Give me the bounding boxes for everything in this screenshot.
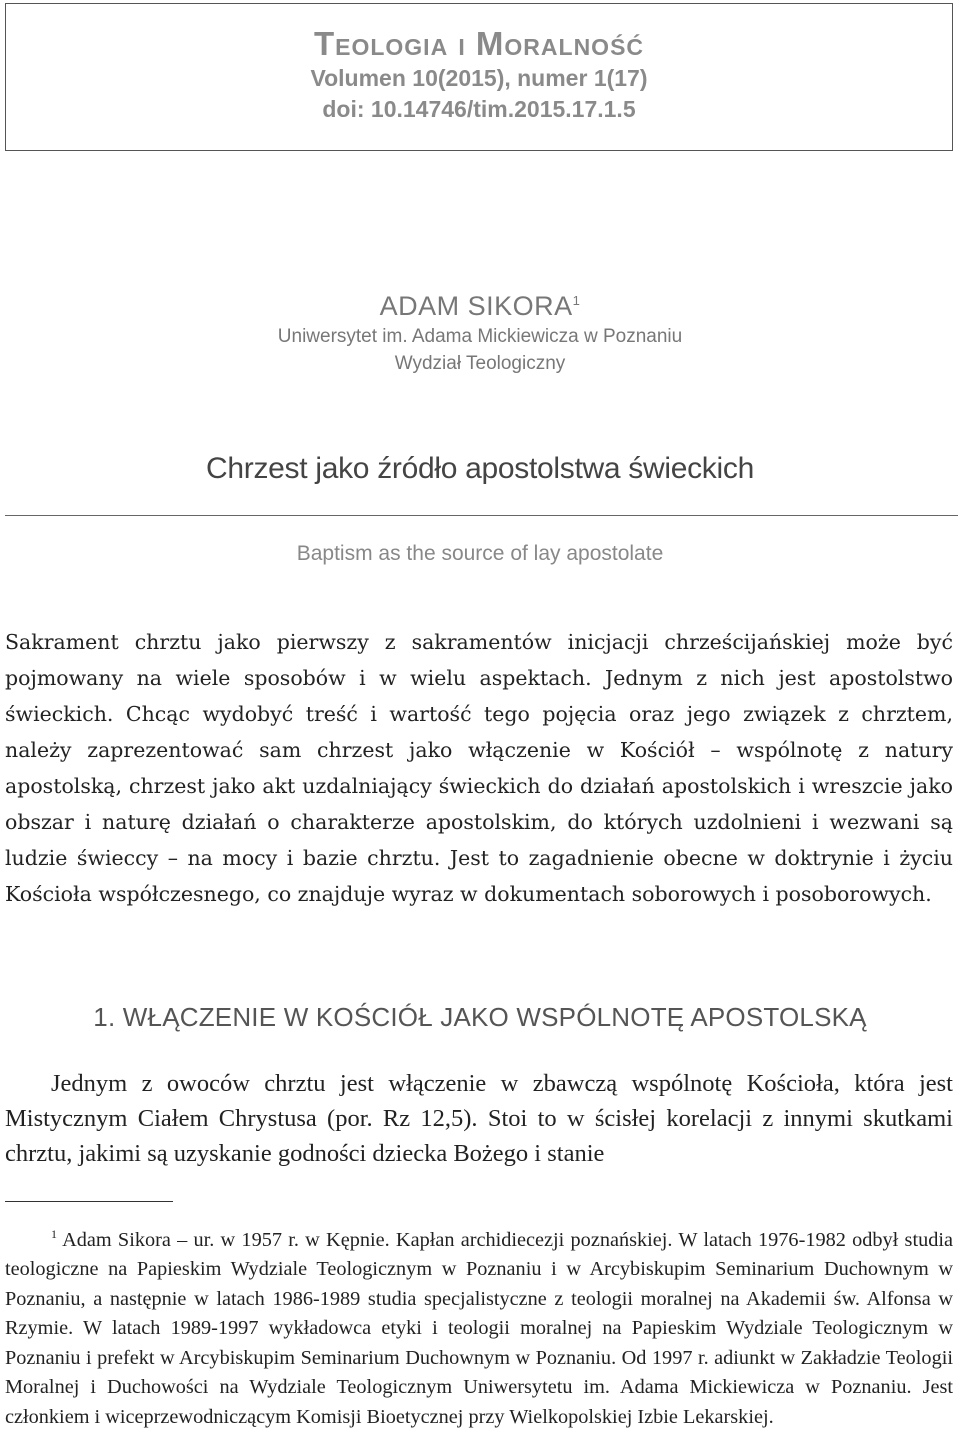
title-divider	[5, 515, 958, 516]
article-title: Chrzest jako źródło apostolstwa świeckich	[206, 452, 754, 485]
author-faculty: Wydział Teologiczny	[394, 353, 566, 374]
journal-name: Teologia i Moralność	[313, 25, 645, 62]
author-block	[0, 284, 960, 377]
author-name-line	[0, 284, 960, 323]
footnote	[5, 1220, 953, 1432]
body-paragraph: Jednym z owoców chrztu jest włączenie w zbawczą wspólnotę Kościoła, która jest Mistycznym Ciałem Chrystusa (por. Rz 12,5). Stoi to w ścisłej korelacji z innymi skutkami chrztu, jakimi są uzyskanie godności dziecka Bożego i stanie	[5, 1070, 953, 1167]
section-heading: 1. WŁĄCZENIE W KOŚCIÓŁ JAKO WSPÓLNOTĘ APOSTOLSKĄ	[93, 1002, 867, 1032]
journal-header-box	[5, 3, 953, 151]
abstract-text: Sakrament chrztu jako pierwszy z sakramentów inicjacji chrześcijańskiej może być pojmowany na wiele sposobów i w wielu aspektach. Jednym z nich jest apostolstwo świeckich. Chcąc wydobyć treść i wartość tego pojęcia oraz jego związek z chrztem, należy zaprezentować sam chrzest jako włączenie w Kościół – wspólnotę z natury apostolską, chrzest jako akt uzdalniający świeckich do działań apostolskich i wreszcie jako obszar i naturę działań o charakterze apostolskim, do których uzdolnieni i wezwani są ludzie świeccy – na mocy i bazie chrztu. Jest to zagadnienie obecne w doktrynie i życiu Kościoła współczesnego, co znajduje wyraz w dokumentach soborowych i posoborowych.	[5, 630, 953, 906]
author-university: Uniwersytet im. Adama Mickiewicza w Poznaniu	[277, 326, 683, 347]
footnote-text: Adam Sikora – ur. w 1957 r. w Kępnie. Kapłan archidiecezji poznańskiej. W latach 1976-1982 odbył studia teologiczne na Papieskim Wydziale Teologicznym w Poznaniu i w Arcybiskupim Seminarium Duchownym w Poznaniu, a następnie w latach 1986-1989 studia specjalistyczne z teologii moralnej na Akademii św. Alfonsa w Rzymie. W latach 1989-1997 wykładowca etyki i teologii moralnej na Papieskim Wydziale Teologicznym w Poznaniu i prefekt w Arcybiskupim Seminarium Duchownym w Poznaniu. Od 1997 r. adiunkt w Zakładzie Teologii Moralnej i Duchowości na Wydziale Teologicznym Uniwersytetu im. Adama Mickiewicza w Poznaniu. Jest członkiem i wiceprzewodniczącym Komisji Bioetycznej przy Wielkopolskiej Izbie Lekarskiej.	[5, 1228, 953, 1428]
footnote-divider	[5, 1201, 173, 1202]
footnote-mark: 1	[51, 1227, 57, 1241]
journal-doi: doi: 10.14746/tim.2015.17.1.5	[322, 96, 636, 122]
author-footnote-mark[interactable]: 1	[572, 293, 581, 308]
journal-volume: Volumen 10(2015), numer 1(17)	[310, 65, 648, 91]
article-subtitle: Baptism as the source of lay apostolate	[296, 542, 664, 565]
author-name: ADAM SIKORA	[379, 291, 573, 321]
